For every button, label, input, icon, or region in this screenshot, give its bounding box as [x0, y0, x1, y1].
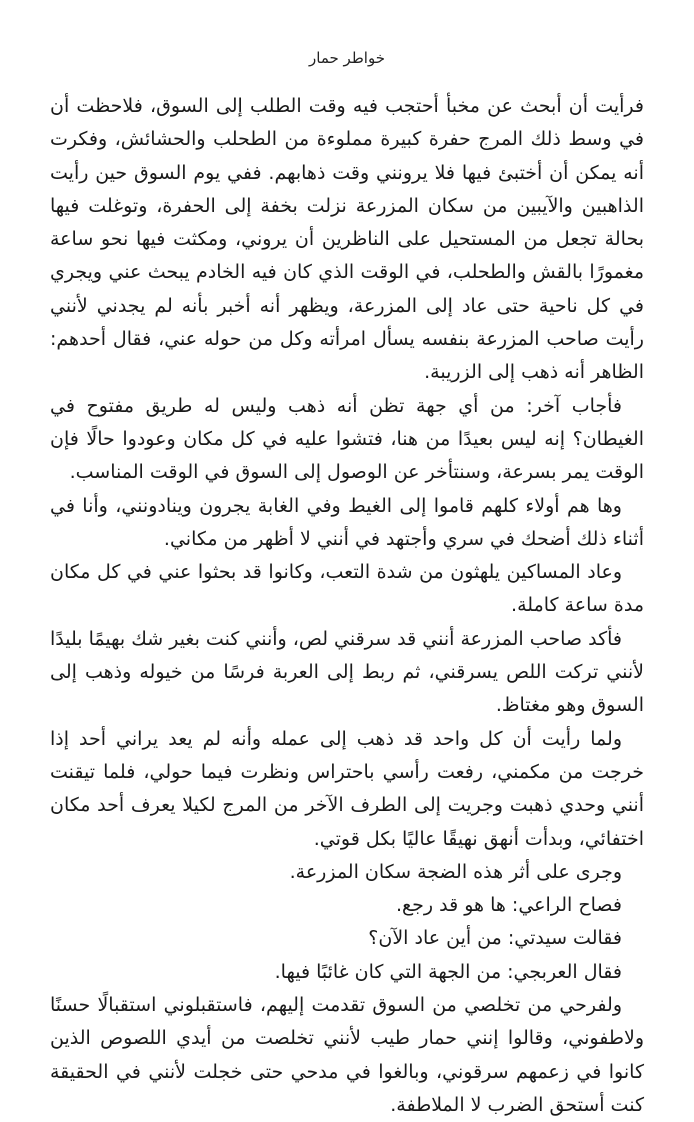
dialogue-line: فقال العربجي: من الجهة التي كان غائبًا فيها.: [274, 960, 622, 983]
book-page: [50, 48, 644, 1122]
paragraph: فأكد صاحب المزرعة أنني قد سرقني لص، وأنني كنت بغير شك بهيمًا بليدًا لأنني تركت اللص يسرقني، ثم ربط إلى العربة فرسًا من خيوله وذهب إلى السوق وهو مغتاظ.: [50, 627, 644, 717]
paragraph: ولما رأيت أن كل واحد قد ذهب إلى عمله وأنه لم يعد يراني أحد إذا خرجت من مكمني، رفعت رأسي باحتراس ونظرت فيما حولي، فلما تيقنت أنني وحدي ذهبت وجريت إلى الطرف الآخر من المرج لكيلا يعرف أحد مكان اختفائي، وبدأت أنهق نهيقًا عاليًا بكل قوتي.: [50, 727, 644, 850]
paragraph: وعاد المساكين يلهثون من شدة التعب، وكانوا قد بحثوا عني في كل مكان مدة ساعة كاملة.: [50, 561, 644, 617]
dialogue-line: فصاح الراعي: ها هو قد رجع.: [396, 894, 622, 917]
paragraph: ولفرحي من تخلصي من السوق تقدمت إليهم، فاستقبلوني استقبالًا حسنًا ولاطفوني، وقالوا إنني حمار طيب لأنني تخلصت من أيدي اللصوص الذين كانوا في زعمهم سرقوني، وبالغوا في مدحي حتى خجلت لأنني في الحقيقة كنت أستحق الضرب لا الملاطفة.: [50, 994, 644, 1116]
paragraph: وها هم أولاء كلهم قاموا إلى الغيط وفي الغابة يجرون وينادونني، وأنا في أثناء ذلك أضحك في سري وأجتهد في أنني لا أظهر من مكاني.: [50, 494, 644, 550]
paragraph: فأجاب آخر: من أي جهة تظن أنه ذهب وليس له طريق مفتوح في الغيطان؟ إنه ليس بعيدًا من هنا، فتشوا عليه في كل مكان وعودوا حالًا فإن الوقت يمر بسرعة، وسنتأخر عن الوصول إلى السوق في الوقت المناسب.: [50, 394, 644, 484]
body-text: [50, 90, 644, 1122]
running-title: خواطر حمار: [309, 49, 385, 67]
dialogue-line: فقالت سيدتي: من أين عاد الآن؟: [368, 927, 622, 950]
paragraph: فرأيت أن أبحث عن مخبأ أحتجب فيه وقت الطلب إلى السوق، فلاحظت أن في وسط ذلك المرج حفرة كبيرة مملوءة من الطحلب والحشائش، وفكرت أنه يمكن أن أختبئ فيها فلا يرونني وقت ذهابهم. ففي يوم السوق حين رأيت الذاهبين والآيبين من سكان المزرعة نزلت بخفة إلى الحفرة، وتوغلت فيها بحالة تجعل من المستحيل على الناظرين أن يروني، ومكثت فيها نحو ساعة مغمورًا بالقش والطحلب، في الوقت الذي كان فيه الخادم يبحث عني ويجري في كل ناحية حتى عاد إلى المزرعة، ويظهر أنه أخبر بأنه لم يجدني لأنني رأيت صاحب المزرعة بنفسه يسأل امرأته وكل من حوله عني، فقال أحدهم: الظاهر أنه ذهب إلى الزريبة.: [50, 95, 644, 384]
dialogue-line: وجرى على أثر هذه الضجة سكان المزرعة.: [289, 860, 622, 883]
